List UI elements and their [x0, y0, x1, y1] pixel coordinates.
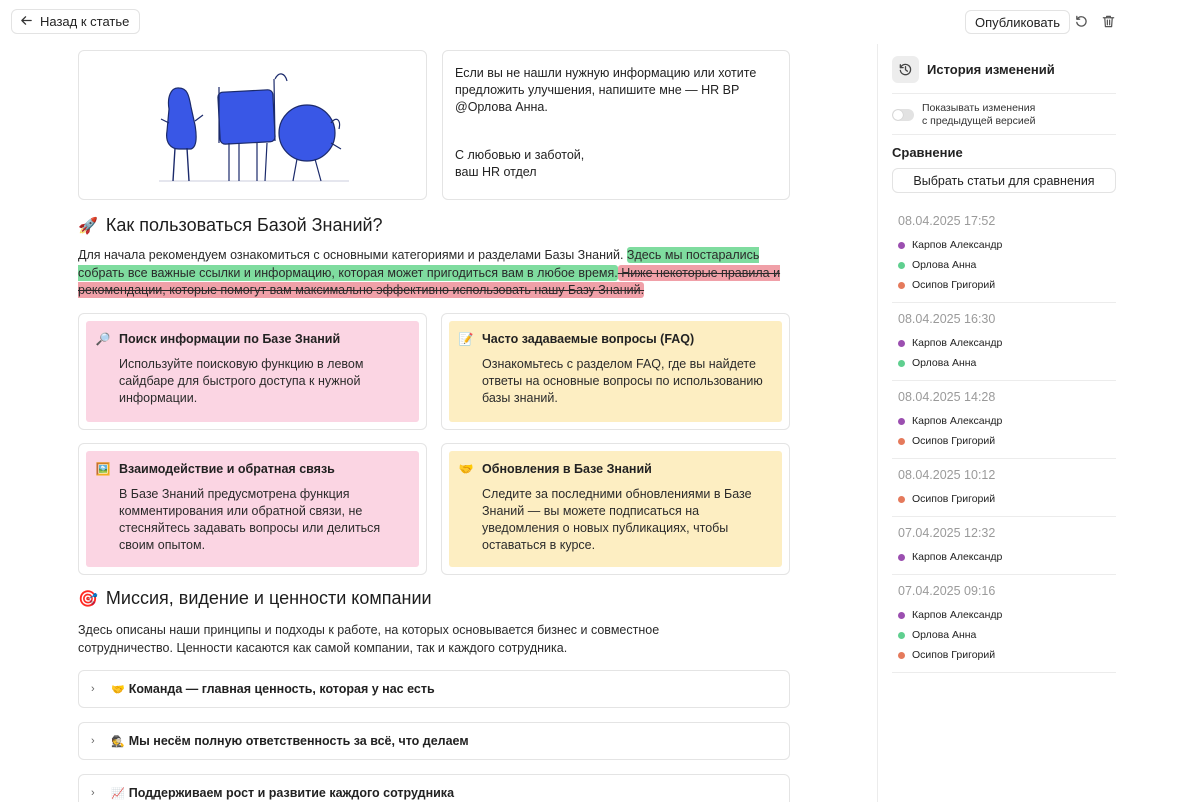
- author-name: Карпов Александр: [912, 415, 1003, 427]
- select-articles-compare-button[interactable]: Выбрать статьи для сравнения: [892, 168, 1116, 193]
- handshake-icon: 🤝: [111, 683, 125, 696]
- card-title: Поиск информации по Базе Знаний: [119, 332, 341, 346]
- history-icon: [892, 56, 919, 83]
- show-changes-toggle[interactable]: [892, 109, 914, 121]
- info-card-feedback: [78, 443, 427, 575]
- history-panel: [892, 56, 1116, 673]
- version-item[interactable]: [892, 575, 1116, 673]
- compare-title: Сравнение: [892, 145, 963, 160]
- author-color-dot: [898, 340, 905, 347]
- version-author: [898, 645, 1110, 665]
- para-plain-text: Для начала рекомендуем ознакомиться с основными категориями и разделами Базы Знаний.: [78, 248, 627, 262]
- author-color-dot: [898, 652, 905, 659]
- info-card-faq: [441, 313, 790, 430]
- version-author: [898, 333, 1110, 353]
- accordion-growth[interactable]: [78, 774, 790, 802]
- version-item[interactable]: [892, 517, 1116, 575]
- author-name: Карпов Александр: [912, 551, 1003, 563]
- picture-icon: 🖼️: [95, 462, 111, 476]
- version-author: [898, 275, 1110, 295]
- removed-text-highlight: Ниже некоторые правила и рекомендации, которые помогут вам максимально эффективно использовать нашу Базу Знаний.: [78, 265, 781, 297]
- accordion-team[interactable]: [78, 670, 790, 708]
- author-color-dot: [898, 554, 905, 561]
- section-intro-paragraph: [78, 247, 790, 300]
- author-color-dot: [898, 632, 905, 639]
- version-date: 08.04.2025 14:28: [898, 390, 996, 404]
- card-title: Обновления в Базе Знаний: [482, 462, 652, 476]
- card-title: Взаимодействие и обратная связь: [119, 462, 335, 476]
- version-date: 07.04.2025 09:16: [898, 584, 996, 598]
- info-card-updates: [441, 443, 790, 575]
- arrow-left-icon: [20, 14, 33, 30]
- section-title: Как пользоваться Базой Знаний?: [105, 215, 383, 235]
- card-body: Используйте поисковую функцию в левом сайдбаре для быстрого доступа к нужной информации.: [119, 357, 364, 405]
- rocket-icon: 🚀: [78, 217, 98, 235]
- chevron-right-icon: ›: [91, 683, 95, 695]
- target-icon: 🎯: [78, 590, 98, 608]
- version-item[interactable]: [892, 459, 1116, 517]
- version-author: [898, 547, 1110, 567]
- author-name: Осипов Григорий: [912, 649, 996, 661]
- version-author: [898, 431, 1110, 451]
- info-card-search: [78, 313, 427, 430]
- added-text-highlight: Здесь мы постарались собрать все важные ссылки и информацию, которая может пригодиться вам в любое время.: [78, 248, 760, 280]
- author-color-dot: [898, 282, 905, 289]
- chevron-right-icon: ›: [91, 735, 95, 747]
- hero-signature: С любовью и заботой, ваш HR отдел: [455, 148, 585, 179]
- author-name: Орлова Анна: [912, 629, 977, 641]
- author-color-dot: [898, 242, 905, 249]
- author-color-dot: [898, 612, 905, 619]
- accordion-responsibility[interactable]: [78, 722, 790, 760]
- card-body: Ознакомьтесь с разделом FAQ, где вы найдете ответы на основные вопросы по использованию базы знаний.: [482, 357, 763, 405]
- author-name: Орлова Анна: [912, 259, 977, 271]
- author-name: Осипов Григорий: [912, 279, 996, 291]
- author-color-dot: [898, 438, 905, 445]
- restore-icon[interactable]: [1072, 12, 1090, 30]
- memo-icon: 📝: [458, 332, 474, 346]
- magnifier-icon: 🔎: [95, 332, 111, 346]
- author-color-dot: [898, 360, 905, 367]
- version-author: [898, 255, 1110, 275]
- version-author: [898, 411, 1110, 431]
- author-name: Карпов Александр: [912, 239, 1003, 251]
- author-name: Осипов Григорий: [912, 435, 996, 447]
- handshake-icon: 🤝: [458, 462, 474, 476]
- card-body: В Базе Знаний предусмотрена функция комментирования или обратной связи, не стесняйтесь задавать вопросы или делиться своим опытом.: [119, 487, 381, 552]
- version-date: 08.04.2025 16:30: [898, 312, 996, 326]
- author-name: Карпов Александр: [912, 609, 1003, 621]
- mission-paragraph: Здесь описаны наши принципы и подходы к работе, на которых основывается бизнес и совместное сотрудничество. Ценности касаются как самой компании, так и каждого сотрудника.: [78, 623, 660, 655]
- author-color-dot: [898, 496, 905, 503]
- section-heading-mission: [78, 588, 432, 609]
- publish-button[interactable]: Опубликовать: [965, 10, 1070, 34]
- author-color-dot: [898, 418, 905, 425]
- accordion-label: Команда — главная ценность, которая у нас есть: [128, 682, 435, 696]
- version-item[interactable]: [892, 205, 1116, 303]
- version-list: [892, 205, 1116, 673]
- version-author: [898, 605, 1110, 625]
- trash-icon[interactable]: [1099, 12, 1117, 30]
- section-heading-knowledge-base: [78, 215, 383, 236]
- show-changes-row: [892, 94, 1116, 134]
- author-name: Осипов Григорий: [912, 493, 996, 505]
- author-name: Орлова Анна: [912, 357, 977, 369]
- version-item[interactable]: [892, 303, 1116, 381]
- accordion-label: Поддерживаем рост и развитие каждого сотрудника: [128, 786, 455, 800]
- version-author: [898, 353, 1110, 373]
- author-name: Карпов Александр: [912, 337, 1003, 349]
- version-author: [898, 235, 1110, 255]
- version-date: 08.04.2025 10:12: [898, 468, 996, 482]
- detective-icon: 🕵️: [111, 735, 125, 748]
- back-to-article-button[interactable]: [11, 9, 140, 34]
- chevron-right-icon: ›: [91, 787, 95, 799]
- version-author: [898, 625, 1110, 645]
- version-date: 08.04.2025 17:52: [898, 214, 996, 228]
- version-author: [898, 489, 1110, 509]
- section-title: Миссия, видение и ценности компании: [105, 588, 432, 608]
- back-label: Назад к статье: [40, 14, 130, 29]
- show-changes-label: Показывать изменения с предыдущей версией: [922, 102, 1036, 127]
- hero-contact-card: [442, 50, 790, 200]
- card-body: Следите за последними обновлениями в Базе Знаний — вы можете подписаться на уведомления о новых публикациях, чтобы оставаться в курсе.: [482, 487, 752, 552]
- author-color-dot: [898, 262, 905, 269]
- version-item[interactable]: [892, 381, 1116, 459]
- accordion-label: Мы несём полную ответственность за всё, что делаем: [128, 734, 469, 748]
- hero-illustration-card: [78, 50, 427, 200]
- version-date: 07.04.2025 12:32: [898, 526, 996, 540]
- card-title: Часто задаваемые вопросы (FAQ): [482, 332, 695, 346]
- team-illustration: [79, 51, 428, 201]
- hero-contact-text: Если вы не нашли нужную информацию или хотите предложить улучшения, напишите мне — HR BP @Орлова Анна.: [455, 66, 757, 114]
- chart-up-icon: 📈: [111, 787, 125, 800]
- panel-divider: [877, 44, 878, 802]
- history-title: История изменений: [927, 62, 1055, 77]
